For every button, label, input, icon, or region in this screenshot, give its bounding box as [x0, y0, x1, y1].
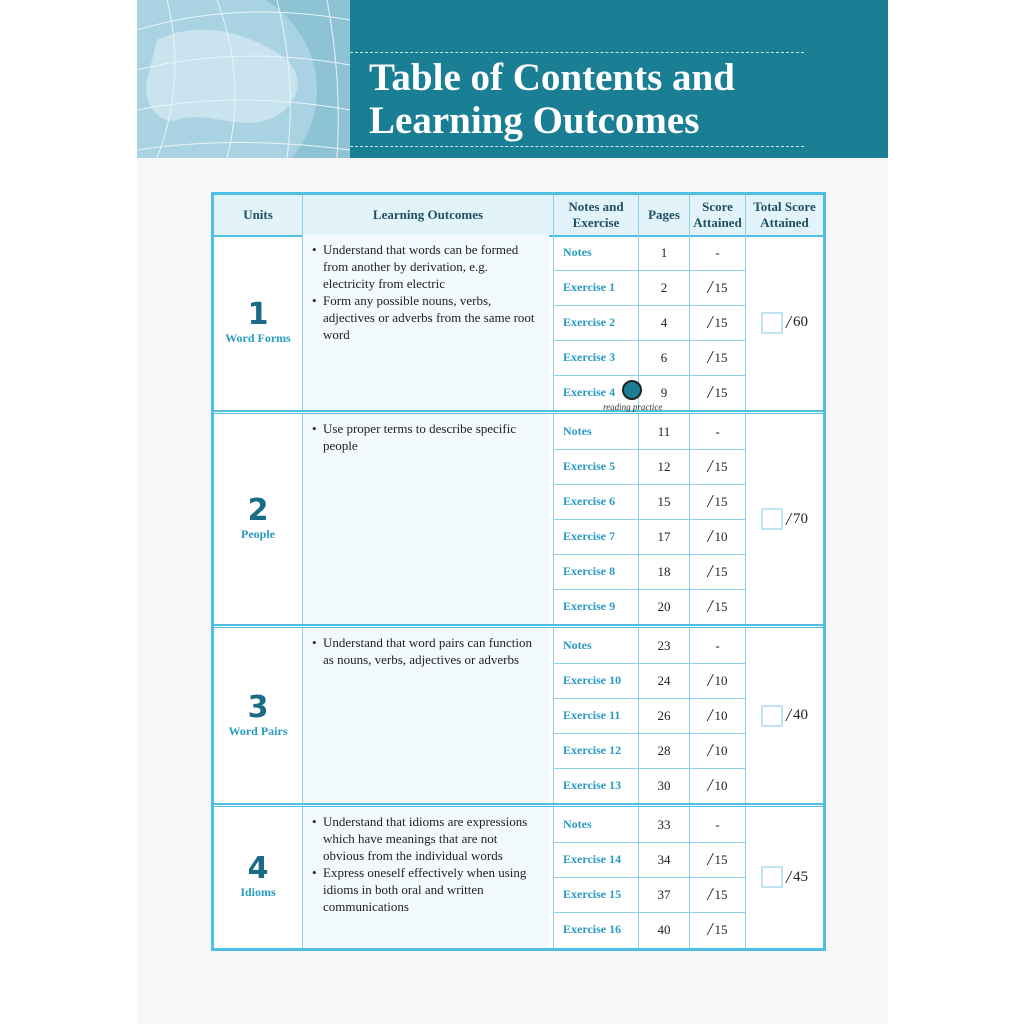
- page-number: 28: [657, 742, 671, 758]
- page-title: [369, 56, 735, 142]
- page-number: 18: [657, 563, 671, 579]
- unit-name: People: [241, 527, 275, 541]
- slash-mark: /: [707, 705, 713, 725]
- unit-number: 1: [247, 296, 269, 332]
- slash-mark: /: [707, 382, 713, 402]
- learning-outcomes: [303, 628, 549, 803]
- learning-outcomes: [303, 235, 549, 410]
- total-score-max: 45: [793, 868, 808, 885]
- header-score-attained: Score Attained: [690, 195, 745, 237]
- unit-number: 3: [247, 689, 269, 725]
- slash-mark: /: [707, 491, 713, 511]
- score-cell: [690, 484, 745, 519]
- contents-table: [211, 192, 826, 951]
- page-number: 12: [657, 458, 671, 474]
- reading-practice-stamp-icon: [622, 380, 642, 400]
- exercise-label[interactable]: Exercise 10: [563, 673, 622, 687]
- exercise-label[interactable]: Exercise 13: [563, 778, 622, 792]
- unit-number: 2: [247, 493, 269, 528]
- outcome-list: [303, 420, 549, 454]
- score-max: 15: [714, 384, 728, 400]
- score-cell: [690, 554, 745, 589]
- dashed-rule-top: [350, 52, 804, 53]
- score-max: 15: [714, 886, 728, 902]
- total-score-cell: [746, 414, 823, 624]
- exercise-label[interactable]: Exercise 15: [563, 887, 622, 901]
- page-title-line-2: Learning Outcomes: [369, 99, 700, 142]
- score-max: 15: [714, 314, 728, 330]
- outcome-item: • Understand that word pairs can function as nouns, verbs, adjectives or adverbs: [323, 634, 541, 668]
- page-number: 9: [660, 384, 668, 400]
- score-max: 10: [714, 742, 728, 758]
- outcome-item: • Use proper terms to describe specific people: [323, 420, 541, 454]
- slash-mark: /: [707, 526, 713, 546]
- total-score-cell: [746, 807, 823, 947]
- exercise-label[interactable]: Exercise 7: [563, 529, 616, 543]
- score-cell: [690, 733, 745, 768]
- outcome-list: [303, 634, 549, 668]
- unit-name: Word Pairs: [228, 723, 288, 738]
- score-cell: [690, 235, 745, 270]
- exercise-label[interactable]: Exercise 1: [563, 280, 616, 294]
- exercise-label[interactable]: Notes: [563, 817, 592, 831]
- page-number: 40: [657, 921, 671, 937]
- total-score-box[interactable]: [761, 508, 783, 530]
- slash-mark: /: [707, 456, 713, 476]
- slash-mark: /: [707, 884, 713, 904]
- outcome-item: • Understand that words can be formed from another by derivation, e.g. electricity from electric: [323, 241, 541, 292]
- page-number: 24: [657, 672, 671, 688]
- page-number: 2: [660, 279, 668, 295]
- page-number: 11: [657, 423, 671, 439]
- exercise-label[interactable]: Exercise 14: [563, 852, 622, 866]
- score-cell: [690, 414, 745, 449]
- slash-mark: /: [707, 670, 713, 690]
- page-title-line-1: Table of Contents and: [369, 56, 735, 99]
- score-cell: [690, 807, 745, 842]
- page-number: 34: [657, 851, 671, 867]
- slash-mark: /: [707, 740, 713, 760]
- learning-outcomes: [303, 414, 549, 624]
- slash-mark: /: [707, 347, 713, 367]
- outcome-list: [303, 241, 549, 343]
- learning-outcomes: [303, 807, 549, 947]
- total-score-box[interactable]: [761, 312, 783, 334]
- slash-mark: /: [707, 775, 713, 795]
- unit-number: 4: [247, 851, 269, 886]
- score-cell: [690, 698, 745, 733]
- unit-name: Word Forms: [225, 330, 291, 345]
- score-value: -: [715, 423, 720, 439]
- slash-mark: /: [785, 508, 791, 529]
- score-value: -: [715, 244, 720, 260]
- exercise-label[interactable]: Exercise 2: [563, 315, 616, 329]
- score-max: 15: [714, 921, 728, 937]
- page-number: 23: [657, 637, 671, 653]
- score-cell: [690, 375, 745, 410]
- score-cell: [690, 340, 745, 375]
- score-max: 15: [714, 349, 728, 365]
- score-cell: [690, 270, 745, 305]
- score-cell: [690, 519, 745, 554]
- page-number: 17: [657, 528, 671, 544]
- outcome-item: • Form any possible nouns, verbs, adjectives or adverbs from the same root word: [323, 292, 541, 343]
- slash-mark: /: [707, 919, 713, 939]
- exercise-label[interactable]: Exercise 8: [563, 564, 616, 578]
- slash-mark: /: [707, 312, 713, 332]
- score-max: 15: [714, 493, 728, 509]
- score-cell: [690, 912, 745, 947]
- exercise-label[interactable]: Exercise 5: [563, 459, 616, 473]
- score-cell: [690, 305, 745, 340]
- globe-graphic: [137, 0, 350, 158]
- exercise-label[interactable]: Exercise 6: [563, 494, 616, 508]
- total-score-max: 60: [793, 314, 808, 330]
- slash-mark: /: [707, 277, 713, 297]
- header-pages: Pages: [639, 195, 689, 237]
- page-number: 4: [660, 314, 668, 330]
- header-notes-exercise: Notes and Exercise: [554, 195, 638, 237]
- outcome-item: • Understand that idioms are expressions which have meanings that are not obvious from the individual words: [323, 813, 541, 864]
- exercise-label[interactable]: Notes: [563, 638, 592, 652]
- exercise-label[interactable]: Exercise 4: [563, 385, 616, 399]
- score-cell: [690, 768, 745, 803]
- exercise-label[interactable]: Exercise 11: [563, 708, 621, 722]
- score-max: 10: [714, 777, 728, 793]
- score-cell: [690, 449, 745, 484]
- score-cell: [690, 628, 745, 663]
- outcome-item: • Express oneself effectively when using idioms in both oral and written communications: [323, 864, 541, 915]
- total-score-max: 40: [793, 707, 808, 723]
- exercise-label[interactable]: Exercise 16: [563, 922, 622, 936]
- score-cell: [690, 589, 745, 624]
- dashed-rule-bottom: [350, 146, 804, 147]
- header-total-score: Total Score Attained: [746, 195, 823, 237]
- header-learning-outcomes: Learning Outcomes: [303, 195, 553, 237]
- slash-mark: /: [785, 866, 791, 887]
- slash-mark: /: [785, 705, 791, 725]
- total-score-box[interactable]: [761, 705, 783, 727]
- page-number: 6: [660, 349, 668, 365]
- page-number: 1: [660, 244, 668, 260]
- slash-mark: /: [707, 849, 713, 869]
- page-number: 26: [657, 707, 671, 723]
- score-max: 10: [714, 528, 728, 544]
- score-max: 10: [714, 672, 728, 688]
- outcome-list: [303, 813, 549, 915]
- score-max: 15: [714, 598, 728, 614]
- page-number: 37: [657, 886, 671, 902]
- score-cell: [690, 842, 745, 877]
- total-score-cell: [746, 235, 823, 410]
- score-cell: [690, 877, 745, 912]
- exercise-label[interactable]: Exercise 12: [563, 743, 622, 757]
- page-number: 20: [657, 598, 671, 614]
- exercise-label[interactable]: Exercise 9: [563, 599, 616, 613]
- slash-mark: /: [785, 312, 791, 332]
- slash-mark: /: [707, 596, 713, 616]
- page-number: 30: [657, 777, 671, 793]
- page-number: 15: [657, 493, 671, 509]
- total-score-box[interactable]: [761, 866, 783, 888]
- exercise-label[interactable]: Notes: [563, 424, 592, 438]
- exercise-label[interactable]: Exercise 3: [563, 350, 616, 364]
- page-number: 33: [657, 816, 671, 832]
- slash-mark: /: [707, 561, 713, 581]
- score-cell: [690, 663, 745, 698]
- score-max: 15: [714, 851, 728, 867]
- score-max: 15: [714, 458, 728, 474]
- score-max: 15: [714, 279, 728, 295]
- score-value: -: [715, 816, 720, 832]
- unit-name: Idioms: [240, 885, 276, 899]
- total-score-max: 70: [793, 510, 808, 527]
- score-max: 15: [714, 563, 728, 579]
- score-value: -: [715, 637, 720, 653]
- score-max: 10: [714, 707, 728, 723]
- header-units: Units: [214, 195, 302, 237]
- stamp-caption: reading practice: [603, 402, 663, 412]
- total-score-cell: [746, 628, 823, 803]
- exercise-label[interactable]: Notes: [563, 245, 592, 259]
- title-banner: [137, 0, 888, 158]
